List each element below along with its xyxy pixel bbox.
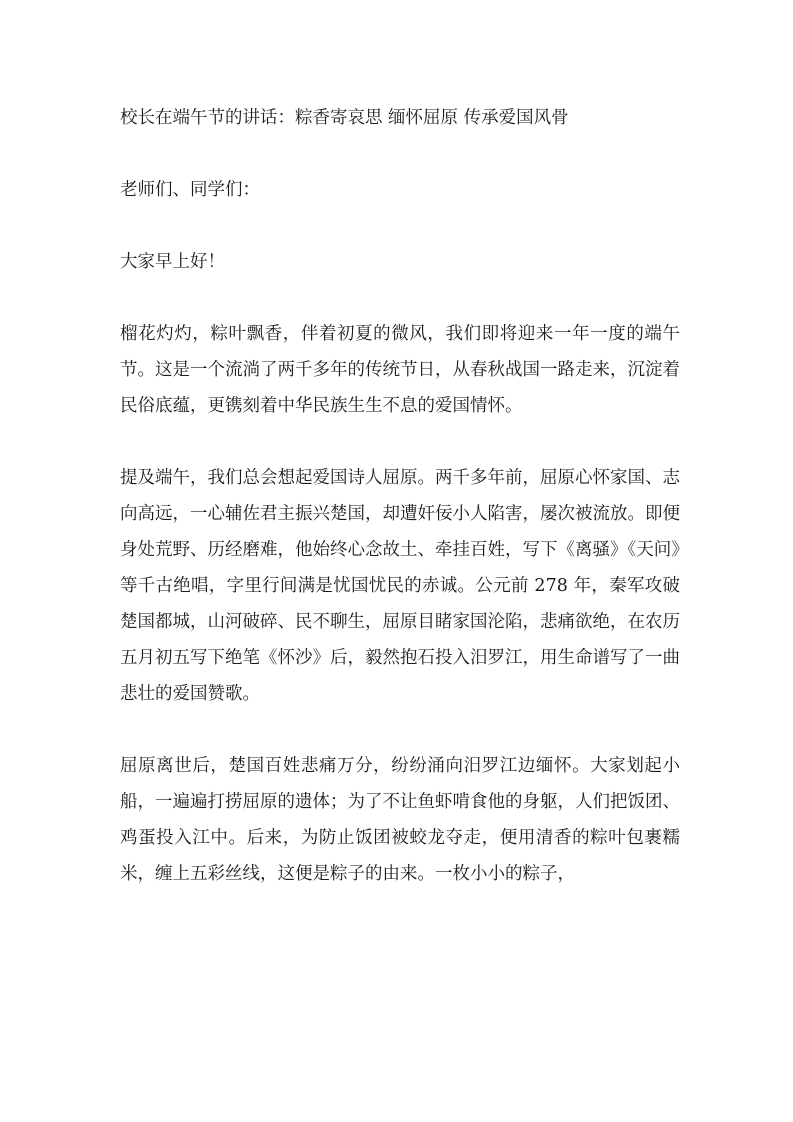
salutation: 老师们、同学们： — [120, 180, 260, 200]
paragraph-3: 屈原离世后，楚国百姓悲痛万分，纷纷涌向汨罗江边缅怀。大家划起小船，一遍遍打捞屈原的遗体；为了不让鱼虾啃食他的身躯，人们把饭团、鸡蛋投入江中。后来，为防止饭团被蛟龙夺走，便用清香的粽叶包裹糯米，缠上五彩丝线，这便是粽子的由来。一枚小小的粽子， — [120, 756, 680, 884]
greeting: 大家早上好！ — [120, 252, 225, 272]
document-body — [120, 100, 680, 928]
paragraph-2: 提及端午，我们总会想起爱国诗人屈原。两千多年前，屈原心怀家国、志向高远，一心辅佐君主振兴楚国，却遭奸佞小人陷害，屡次被流放。即便身处荒野、历经磨难，他始终心念故土、牵挂百姓，写下《离骚》《天问》等千古绝唱，字里行间满是忧国忧民的赤诚。公元前 278 年，秦军攻破楚国都城，山河破碎、民不聊生，屈原目睹家国沦陷，悲痛欲绝，在农历五月初五写下绝笔《怀沙》后，毅然抱石投入汨罗江，用生命谱写了一曲悲壮的爱国赞歌。 — [120, 468, 680, 704]
speech-title: 校长在端午节的讲话：粽香寄哀思 缅怀屈原 传承爱国风骨 — [120, 108, 569, 128]
paragraph-1: 榴花灼灼，粽叶飘香，伴着初夏的微风，我们即将迎来一年一度的端午节。这是一个流淌了两千多年的传统节日，从春秋战国一路走来，沉淀着民俗底蕴，更镌刻着中华民族生生不息的爱国情怀。 — [120, 324, 680, 416]
